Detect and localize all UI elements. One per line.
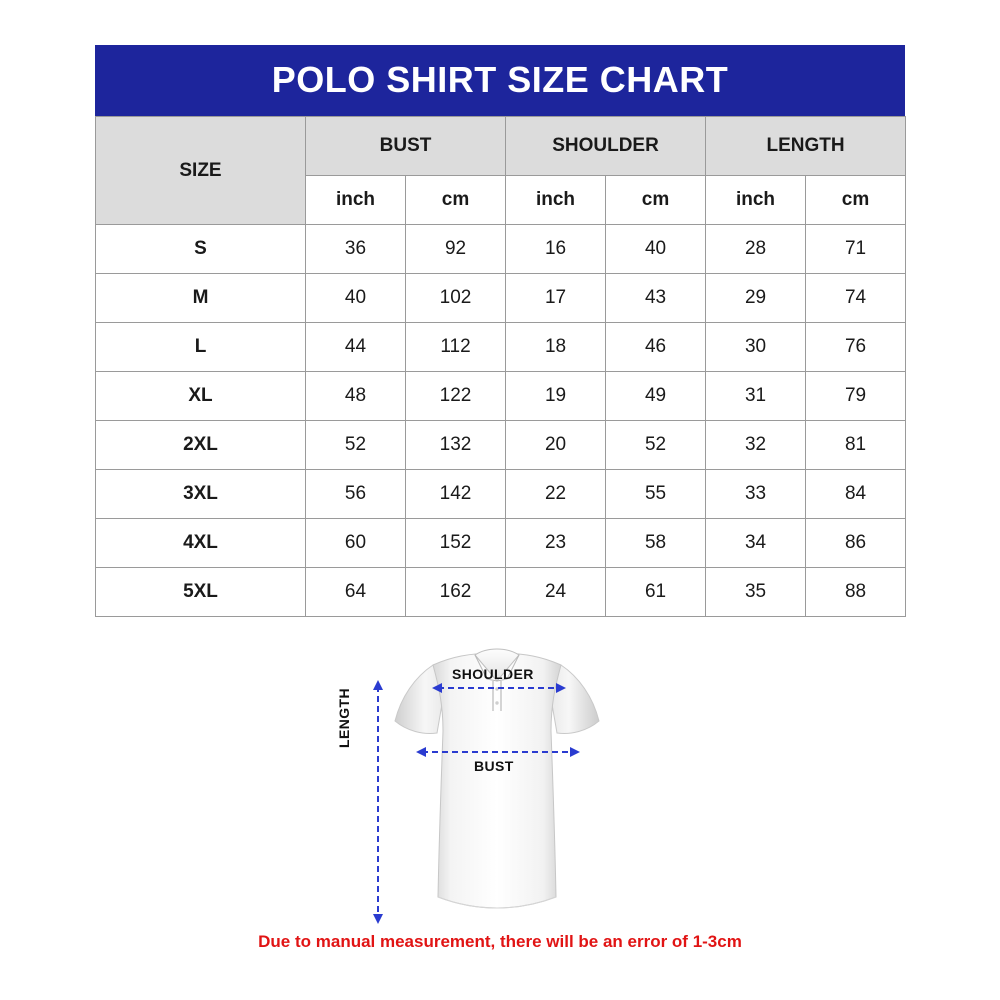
cell-bust-cm: 122	[406, 372, 506, 421]
cell-shoulder-inch: 18	[506, 323, 606, 372]
cell-shoulder-inch: 20	[506, 421, 606, 470]
table-row	[96, 421, 906, 470]
cell-length-cm: 88	[806, 568, 906, 617]
table-group-header-row	[96, 117, 906, 176]
cell-length-cm: 71	[806, 225, 906, 274]
cell-bust-inch: 40	[306, 274, 406, 323]
cell-size: L	[96, 323, 306, 372]
cell-length-inch: 35	[706, 568, 806, 617]
table-row	[96, 225, 906, 274]
shoulder-label: SHOULDER	[452, 666, 534, 682]
cell-shoulder-cm: 40	[606, 225, 706, 274]
cell-size: XL	[96, 372, 306, 421]
cell-size: S	[96, 225, 306, 274]
cell-bust-cm: 142	[406, 470, 506, 519]
unit-bust-cm: cm	[406, 176, 506, 225]
cell-bust-cm: 152	[406, 519, 506, 568]
cell-bust-inch: 56	[306, 470, 406, 519]
cell-shoulder-cm: 49	[606, 372, 706, 421]
cell-length-cm: 79	[806, 372, 906, 421]
table-row	[96, 519, 906, 568]
table-row	[96, 470, 906, 519]
cell-shoulder-inch: 19	[506, 372, 606, 421]
cell-length-inch: 30	[706, 323, 806, 372]
bust-arrow	[416, 747, 580, 757]
cell-bust-inch: 60	[306, 519, 406, 568]
cell-length-cm: 81	[806, 421, 906, 470]
cell-bust-inch: 44	[306, 323, 406, 372]
cell-shoulder-inch: 16	[506, 225, 606, 274]
cell-length-inch: 33	[706, 470, 806, 519]
cell-bust-cm: 92	[406, 225, 506, 274]
page-title: POLO SHIRT SIZE CHART	[95, 45, 905, 116]
cell-bust-inch: 48	[306, 372, 406, 421]
shoulder-arrow	[432, 683, 566, 693]
cell-length-cm: 76	[806, 323, 906, 372]
unit-shoulder-inch: inch	[506, 176, 606, 225]
cell-shoulder-inch: 22	[506, 470, 606, 519]
cell-bust-cm: 102	[406, 274, 506, 323]
cell-length-cm: 84	[806, 470, 906, 519]
cell-shoulder-cm: 46	[606, 323, 706, 372]
cell-bust-cm: 132	[406, 421, 506, 470]
column-header-bust: BUST	[306, 117, 506, 176]
table-row	[96, 568, 906, 617]
cell-length-inch: 31	[706, 372, 806, 421]
cell-bust-inch: 64	[306, 568, 406, 617]
column-header-size: SIZE	[96, 117, 306, 225]
table-row	[96, 323, 906, 372]
cell-length-inch: 28	[706, 225, 806, 274]
length-arrow	[373, 680, 383, 924]
cell-shoulder-cm: 43	[606, 274, 706, 323]
length-label: LENGTH	[336, 688, 352, 748]
cell-bust-cm: 162	[406, 568, 506, 617]
size-chart-container	[95, 45, 905, 617]
cell-size: 3XL	[96, 470, 306, 519]
column-header-shoulder: SHOULDER	[506, 117, 706, 176]
measurement-diagram	[336, 630, 670, 930]
column-header-length: LENGTH	[706, 117, 906, 176]
cell-shoulder-inch: 23	[506, 519, 606, 568]
table-row	[96, 372, 906, 421]
cell-length-cm: 86	[806, 519, 906, 568]
cell-shoulder-cm: 55	[606, 470, 706, 519]
table-row	[96, 274, 906, 323]
unit-shoulder-cm: cm	[606, 176, 706, 225]
cell-shoulder-cm: 58	[606, 519, 706, 568]
cell-size: M	[96, 274, 306, 323]
bust-label: BUST	[474, 758, 514, 774]
cell-length-inch: 32	[706, 421, 806, 470]
cell-length-inch: 34	[706, 519, 806, 568]
cell-bust-cm: 112	[406, 323, 506, 372]
measurement-note: Due to manual measurement, there will be an error of 1-3cm	[258, 932, 742, 951]
cell-length-inch: 29	[706, 274, 806, 323]
cell-bust-inch: 52	[306, 421, 406, 470]
cell-shoulder-inch: 17	[506, 274, 606, 323]
cell-size: 2XL	[96, 421, 306, 470]
cell-shoulder-cm: 61	[606, 568, 706, 617]
cell-size: 5XL	[96, 568, 306, 617]
cell-bust-inch: 36	[306, 225, 406, 274]
cell-length-cm: 74	[806, 274, 906, 323]
unit-length-cm: cm	[806, 176, 906, 225]
unit-length-inch: inch	[706, 176, 806, 225]
cell-shoulder-cm: 52	[606, 421, 706, 470]
size-chart-table	[95, 116, 906, 617]
cell-shoulder-inch: 24	[506, 568, 606, 617]
cell-size: 4XL	[96, 519, 306, 568]
unit-bust-inch: inch	[306, 176, 406, 225]
